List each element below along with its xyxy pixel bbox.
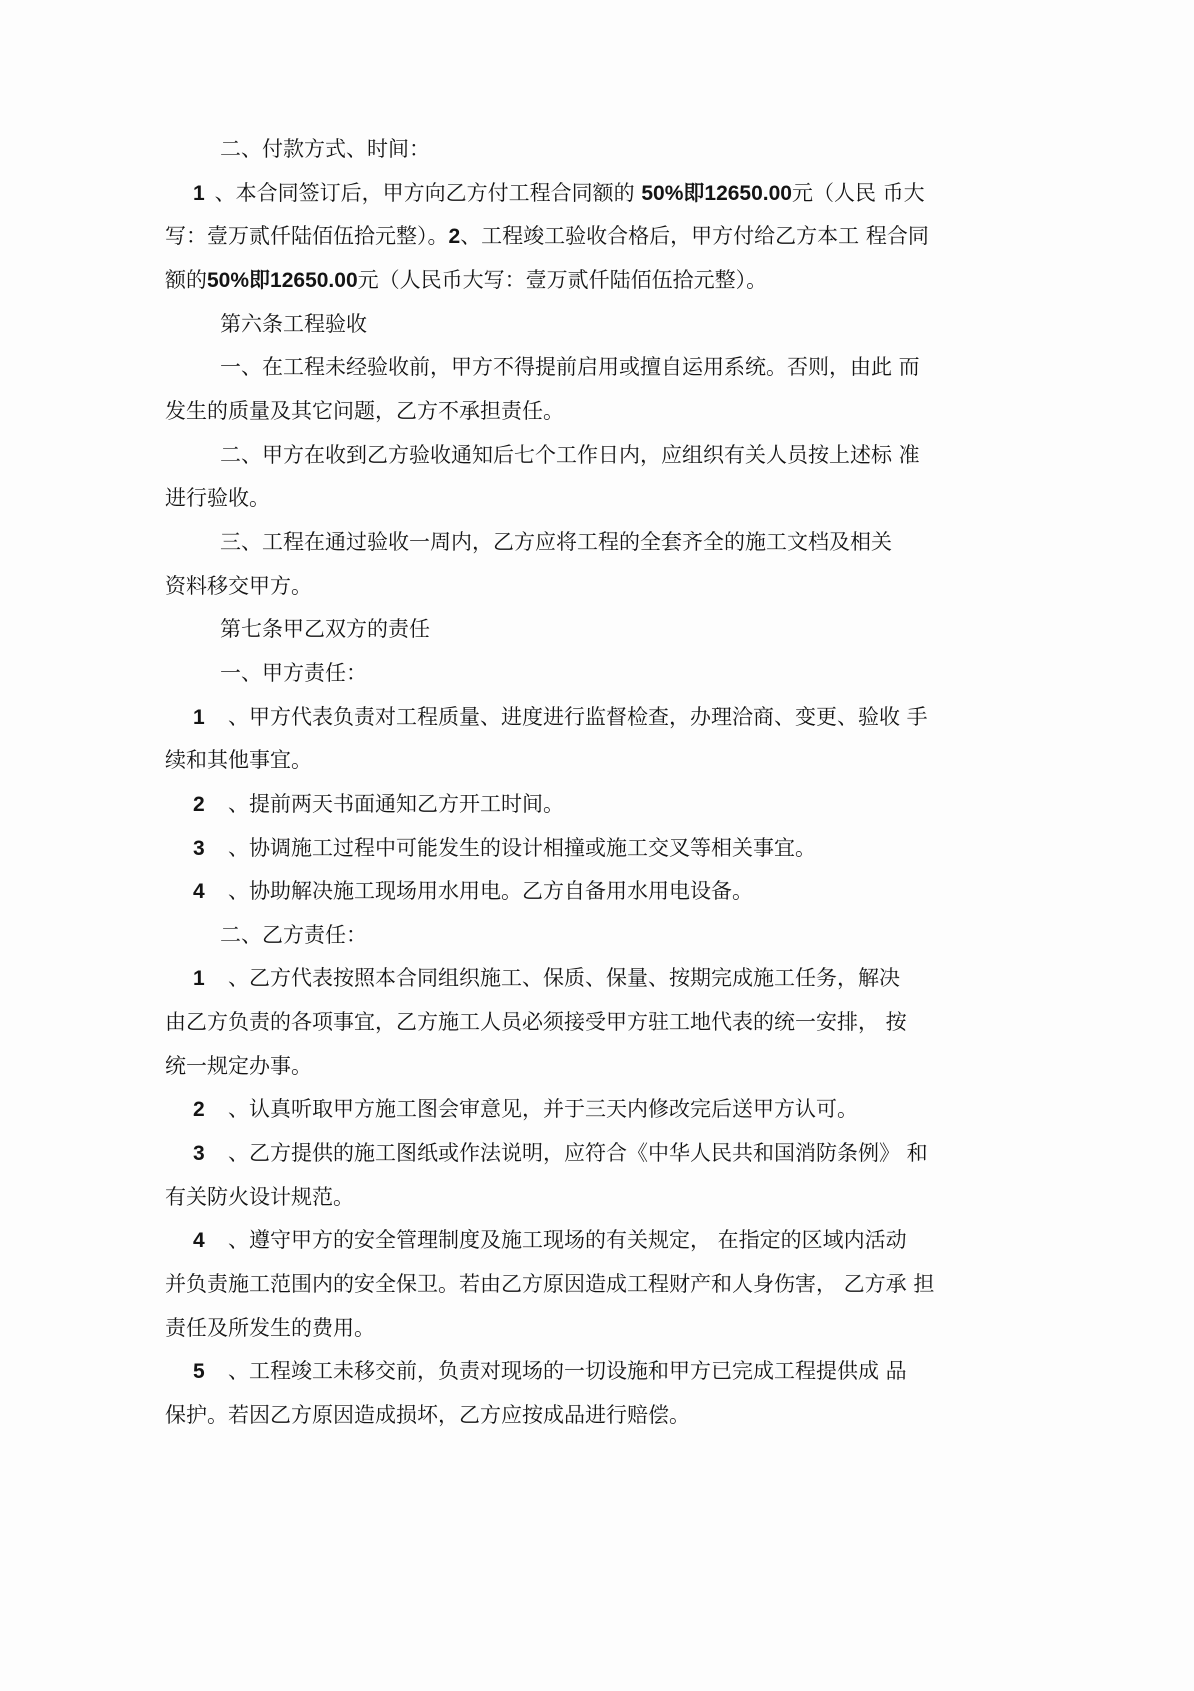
party-b-item-3-line-1 [0,1132,1194,1176]
clause-text-after: 元（人民币大写：壹万贰仟陆佰伍拾元整）。 [357,267,768,292]
payment-amount: 50%即12650.00 [641,181,792,205]
party-a-item-1-line-2 [0,739,1194,783]
article-6-item-3-line-2 [0,565,1194,609]
clause-text: 写：壹万贰仟陆佰伍拾元整）。 [165,224,449,249]
clause-text-after: 、工程竣工验收合格后，甲方付给乙方本工 程合同 [460,224,929,249]
clause-text: 、本合同签订后，甲方向乙方付工程合同额的 [208,180,642,205]
payment-heading-line [0,128,1194,172]
party-b-heading-line [0,914,1194,958]
item-number: 1 [193,967,205,991]
party-b-item-5-line-2 [0,1394,1194,1438]
item-text: 、甲方代表负责对工程质量、进度进行监督检查，办理洽商、变更、验收 手 [228,704,928,729]
party-a-item-4-line-1 [0,870,1194,914]
item-text: 二、甲方在收到乙方验收通知后七个工作日内，应组织有关人员按上述标 准 [220,442,920,467]
clause-number: 2 [448,225,461,249]
item-text: 、工程竣工未移交前，负责对现场的一切设施和甲方已完成工程提供成 品 [228,1359,907,1384]
party-a-item-2-line-1 [0,783,1194,827]
payment-clause-line-3-text [165,259,767,303]
party-b-item-5-line-1 [0,1350,1194,1394]
party-a-heading-line [0,652,1194,696]
item-number: 4 [193,1229,205,1253]
item-text: 一、在工程未经验收前，甲方不得提前启用或擅自运用系统。否则，由此 而 [220,355,920,380]
item-text: 由乙方负责的各项事宜，乙方施工人员必须接受甲方驻工地代表的统一安排， 按 [165,1010,907,1035]
item-text: 进行验收。 [165,486,270,511]
item-text: 、乙方提供的施工图纸或作法说明，应符合《中华人民共和国消防条例》 和 [228,1141,928,1166]
payment-clause-line-2 [0,215,1194,259]
article-6-item-1-line-2 [0,390,1194,434]
article-6-item-2-line-2 [0,477,1194,521]
party-b-item-3-line-2 [0,1176,1194,1220]
payment-heading: 二、付款方式、时间： [220,137,430,161]
clause-text: 额的 [165,267,207,292]
clause-number: 1 [193,181,205,205]
payment-clause-line-3 [0,259,1194,303]
payment-clause-line-1 [0,172,1194,216]
item-text: 续和其他事宜。 [165,748,312,773]
article-6-title: 第六条工程验收 [220,311,367,336]
item-text: 、协调施工过程中可能发生的设计相撞或施工交叉等相关事宜。 [228,835,816,860]
item-number: 3 [193,836,205,860]
article-7-section [0,608,1194,1437]
item-number: 4 [193,880,205,904]
item-number: 2 [193,1098,205,1122]
party-b-heading: 二、乙方责任： [220,922,367,947]
item-text: 、遵守甲方的安全管理制度及施工现场的有关规定， 在指定的区域内活动 [228,1228,907,1253]
item-text: 、乙方代表按照本合同组织施工、保质、保量、按期完成施工任务，解决 [228,966,900,991]
article-6-title-line [0,303,1194,347]
party-b-item-1-line-1 [0,957,1194,1001]
payment-amount: 50%即12650.00 [207,268,358,292]
article-6-item-1-line-1 [0,346,1194,390]
payment-clause-line-1-text [208,172,925,216]
clause-text-after: 元（人民 币大 [791,180,925,205]
item-number: 2 [193,792,205,816]
article-6-item-3-line-1 [0,521,1194,565]
item-text: 并负责施工范围内的安全保卫。若由乙方原因造成工程财产和人身伤害， 乙方承 担 [165,1272,935,1297]
item-number: 1 [193,705,205,729]
item-text: 发生的质量及其它问题，乙方不承担责任。 [165,398,564,423]
item-text: 责任及所发生的费用。 [165,1315,375,1340]
article-7-title-line [0,608,1194,652]
item-text: 三、工程在通过验收一周内，乙方应将工程的全套齐全的施工文档及相关 [220,529,892,554]
party-b-item-2-line-1 [0,1088,1194,1132]
item-text: 统一规定办事。 [165,1053,312,1078]
article-6-item-2-line-1 [0,434,1194,478]
party-b-item-1-line-3 [0,1045,1194,1089]
party-a-item-1-line-1 [0,696,1194,740]
payment-clause-line-2-text [165,215,929,259]
item-text: 、协助解决施工现场用水用电。乙方自备用水用电设备。 [228,879,753,904]
party-b-item-4-line-1 [0,1219,1194,1263]
item-text: 资料移交甲方。 [165,573,312,598]
article-6-section [0,303,1194,609]
party-b-item-4-line-2 [0,1263,1194,1307]
party-a-heading: 一、甲方责任： [220,660,367,685]
document-body [0,128,1194,1438]
party-a-item-3-line-1 [0,827,1194,871]
item-text: 保护。若因乙方原因造成损坏，乙方应按成品进行赔偿。 [165,1403,690,1428]
party-b-item-4-line-3 [0,1307,1194,1351]
article-7-title: 第七条甲乙双方的责任 [220,617,430,642]
item-text: 有关防火设计规范。 [165,1184,354,1209]
item-number: 5 [193,1360,205,1384]
payment-section [0,128,1194,303]
item-number: 3 [193,1142,205,1166]
party-b-item-1-line-2 [0,1001,1194,1045]
item-text: 、提前两天书面通知乙方开工时间。 [228,791,564,816]
item-text: 、认真听取甲方施工图会审意见，并于三天内修改完后送甲方认可。 [228,1097,858,1122]
